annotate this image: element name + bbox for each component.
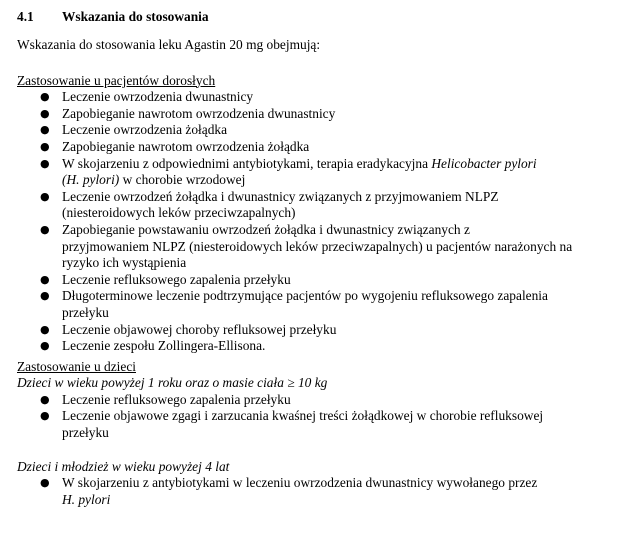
bacteria-abbrev: (H. pylori) [62,172,120,188]
bullet-icon: ● [40,409,50,423]
list-item: ● Leczenie objawowe zgagi i zarzucania kwaśnej treści żołądkowej w chorobie refluksowej przełyku [40,408,544,441]
bullet-icon: ● [40,272,50,286]
bacteria-name: Helicobacter pylori [431,155,537,171]
bullet-icon: ● [40,123,50,137]
bullet-icon: ● [40,339,50,353]
children-section-title: Zastosowanie u dzieci [17,358,136,374]
list-item: ● Leczenie owrzodzenia dwunastnicy [40,89,254,105]
bullet-icon: ● [40,156,50,170]
children-group-2-title: Dzieci i młodzież w wieku powyżej 4 lat [17,458,230,474]
bacteria-abbrev: H. pylori [62,491,111,507]
bullet-icon: ● [40,139,50,153]
bullet-icon: ● [40,289,50,303]
list-item: ● Leczenie refluksowego zapalenia przełyku [40,271,291,287]
bullet-icon: ● [40,392,50,406]
list-item: ● W skojarzeniu z odpowiednimi antybiotykami, terapia eradykacyjna Helicobacter pylori (H. pylori) w chorobie wrzodowej [40,155,537,188]
list-item: ● Zapobieganie nawrotom owrzodzenia żołądka [40,138,310,154]
children-group-2-list [17,475,620,508]
list-item: ● Zapobieganie powstawaniu owrzodzeń żołądka i dwunastnicy związanych z przyjmowaniem NLPZ (niesteroidowych leków przeciwzapalnych) u pacjentów narażonych na ryzyko ich wystąpienia [40,221,573,271]
list-item: ● Leczenie owrzodzeń żołądka i dwunastnicy związanych z przyjmowaniem NLPZ (niesteroidowych leków przeciwzapalnych) [40,188,499,221]
list-item: ● W skojarzeniu z antybiotykami w leczeniu owrzodzenia dwunastnicy wywołanego przez H. pylori [40,475,538,507]
bullet-icon: ● [40,322,50,336]
section-heading [17,8,620,25]
list-item: ● Leczenie zespołu Zollingera-Ellisona. [40,338,266,354]
section-number: 4.1 [17,9,34,24]
list-item: ● Leczenie objawowej choroby refluksowej przełyku [40,321,337,337]
bullet-icon: ● [40,106,50,120]
bullet-icon: ● [40,476,50,490]
children-group-1-list [17,392,620,442]
list-item: ● Leczenie owrzodzenia żołądka [40,122,228,138]
list-item: ● Zapobieganie nawrotom owrzodzenia dwunastnicy [40,105,336,121]
section-title: Wskazania do stosowania [62,9,209,24]
bullet-icon: ● [40,90,50,104]
adults-section-title: Zastosowanie u pacjentów dorosłych [17,72,216,88]
list-item: ● Długoterminowe leczenie podtrzymujące pacjentów po wygojeniu refluksowego zapalenia przełyku [40,288,548,320]
list-item: ● Leczenie refluksowego zapalenia przełyku [40,391,291,407]
children-group-1-title: Dzieci w wieku powyżej 1 roku oraz o masie ciała ≥ 10 kg [17,375,328,391]
adults-indications-list [17,89,620,355]
intro-paragraph: Wskazania do stosowania leku Agastin 20 mg obejmują: [17,37,321,52]
bullet-icon: ● [40,222,50,236]
bullet-icon: ● [40,189,50,203]
